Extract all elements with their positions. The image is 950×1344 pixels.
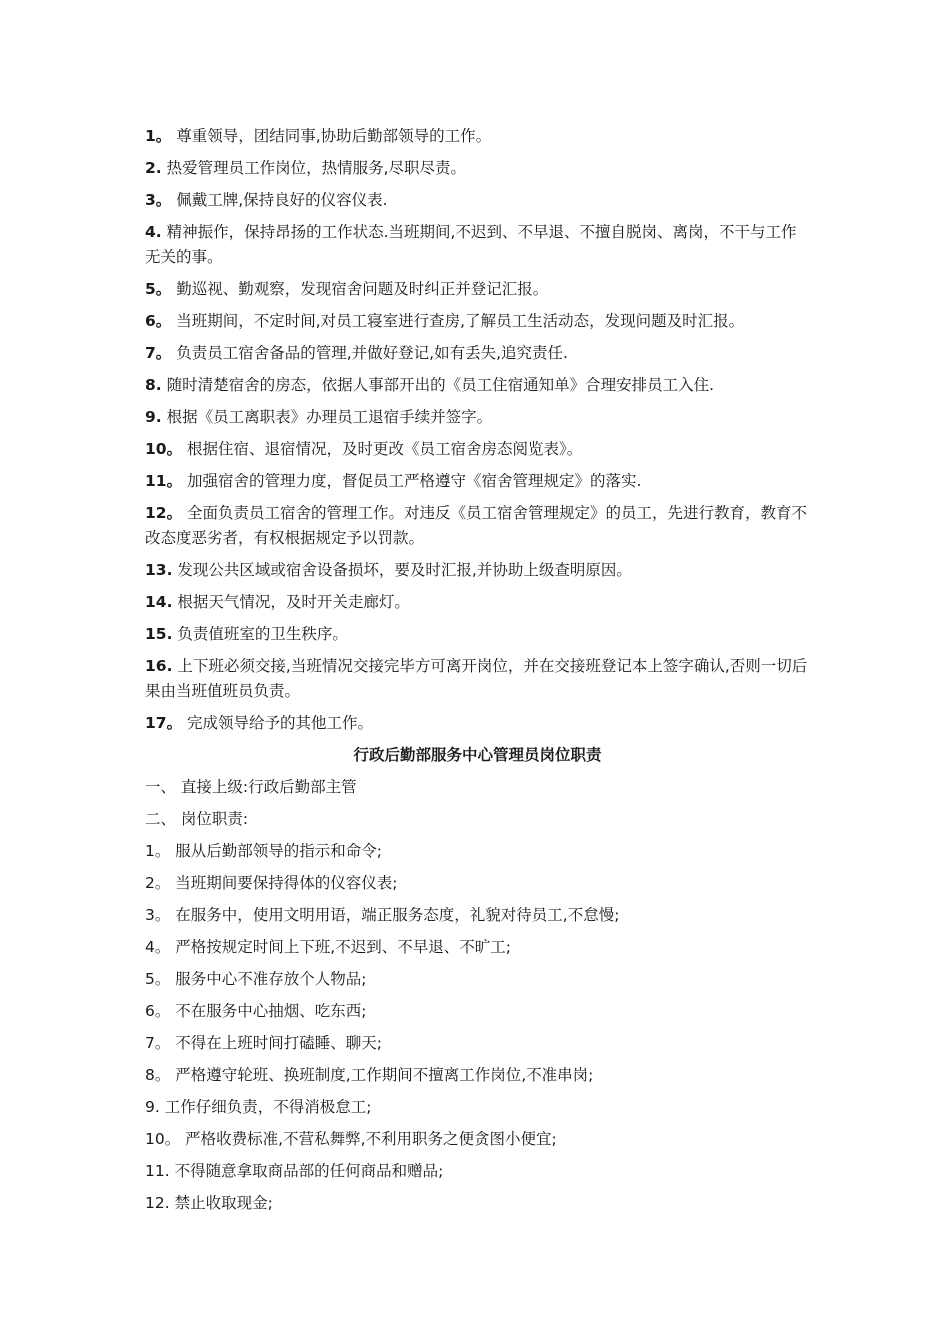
item-text: 热爱管理员工作岗位，热情服务,尽职尽责。	[161, 159, 467, 177]
item-number: 9.	[145, 1098, 160, 1116]
item-number: 8.	[145, 376, 162, 394]
item-number: 10。	[145, 1130, 181, 1148]
item-number: 17。	[145, 714, 183, 732]
list-item	[145, 1159, 810, 1184]
item-number: 6。	[145, 1002, 171, 1020]
duty-list-service-center	[145, 839, 810, 1216]
list-item	[145, 558, 810, 583]
list-item	[145, 1191, 810, 1216]
item-number: 3。	[145, 191, 172, 209]
list-item	[145, 871, 810, 896]
item-number: 1。	[145, 842, 171, 860]
item-text: 完成领导给予的其他工作。	[182, 714, 374, 732]
item-number: 14.	[145, 593, 173, 611]
list-item	[145, 501, 810, 551]
header-line: 一、 直接上级:行政后勤部主管	[145, 778, 357, 796]
item-number: 11.	[145, 1162, 170, 1180]
item-text: 不得随意拿取商品部的任何商品和赠品;	[169, 1162, 444, 1180]
item-text: 在服务中，使用文明用语，端正服务态度，礼貌对待员工,不怠慢;	[170, 906, 620, 924]
item-number: 5。	[145, 280, 172, 298]
item-text: 随时清楚宿舍的房态，依据人事部开出的《员工住宿通知单》合理安排员工入住.	[161, 376, 715, 394]
list-item	[145, 935, 810, 960]
list-item	[145, 309, 810, 334]
item-number: 3。	[145, 906, 171, 924]
item-text: 根据《员工离职表》办理员工退宿手续并签字。	[161, 408, 493, 426]
list-item	[145, 1031, 810, 1056]
item-text: 根据住宿、退宿情况，及时更改《员工宿舍房态阅览表》。	[182, 440, 583, 458]
list-item	[145, 903, 810, 928]
list-item	[145, 711, 810, 736]
item-text: 精神振作，保持昂扬的工作状态.当班期间,不迟到、不早退、不擅自脱岗、离岗，不干与工作无关的事。	[145, 223, 797, 266]
item-text: 加强宿舍的管理力度，督促员工严格遵守《宿舍管理规定》的落实.	[182, 472, 642, 490]
item-number: 6。	[145, 312, 172, 330]
section-header-lines	[145, 775, 810, 832]
list-item	[145, 967, 810, 992]
list-item	[145, 999, 810, 1024]
item-number: 11。	[145, 472, 183, 490]
item-text: 工作仔细负责，不得消极怠工;	[159, 1098, 372, 1116]
list-item	[145, 1063, 810, 1088]
item-number: 12.	[145, 1194, 170, 1212]
list-item	[145, 405, 810, 430]
item-number: 9.	[145, 408, 162, 426]
item-text: 服务中心不准存放个人物品;	[170, 970, 367, 988]
item-text: 不在服务中心抽烟、吃东西;	[170, 1002, 367, 1020]
item-number: 16.	[145, 657, 173, 675]
item-number: 7。	[145, 344, 172, 362]
list-item	[145, 622, 810, 647]
list-item	[145, 654, 810, 704]
list-item	[145, 220, 810, 270]
list-item	[145, 188, 810, 213]
header-line: 二、 岗位职责:	[145, 810, 249, 828]
item-text: 勤巡视、勤观察，发现宿舍问题及时纠正并登记汇报。	[171, 280, 549, 298]
item-number: 15.	[145, 625, 173, 643]
item-number: 4。	[145, 938, 171, 956]
item-text: 严格收费标准,不营私舞弊,不利用职务之便贪图小便宜;	[180, 1130, 557, 1148]
item-number: 13.	[145, 561, 173, 579]
item-text: 根据天气情况，及时开关走廊灯。	[172, 593, 410, 611]
item-number: 8。	[145, 1066, 171, 1084]
item-text: 当班期间，不定时间,对员工寝室进行查房,了解员工生活动态，发现问题及时汇报。	[171, 312, 745, 330]
item-text: 发现公共区域或宿舍设备损坏，要及时汇报,并协助上级查明原因。	[172, 561, 632, 579]
item-text: 当班期间要保持得体的仪容仪表;	[170, 874, 398, 892]
list-item	[145, 469, 810, 494]
item-number: 2。	[145, 874, 171, 892]
item-text: 严格遵守轮班、换班制度,工作期间不擅离工作岗位,不准串岗;	[170, 1066, 594, 1084]
list-item	[145, 341, 810, 366]
item-number: 1。	[145, 127, 172, 145]
item-number: 4.	[145, 223, 162, 241]
item-text: 禁止收取现金;	[169, 1194, 273, 1212]
item-number: 7。	[145, 1034, 171, 1052]
item-number: 12。	[145, 504, 183, 522]
item-text: 负责值班室的卫生秩序。	[172, 625, 348, 643]
list-item	[145, 437, 810, 462]
section-title: 行政后勤部服务中心管理员岗位职责	[353, 746, 602, 764]
list-item	[145, 839, 810, 864]
item-text: 不得在上班时间打磕睡、聊天;	[170, 1034, 383, 1052]
item-number: 2.	[145, 159, 162, 177]
item-text: 尊重领导，团结同事,协助后勤部领导的工作。	[171, 127, 492, 145]
list-item	[145, 124, 810, 149]
item-number: 5。	[145, 970, 171, 988]
list-item	[145, 1095, 810, 1120]
document-body	[145, 124, 810, 1223]
item-text: 佩戴工牌,保持良好的仪容仪表.	[171, 191, 388, 209]
list-item	[145, 590, 810, 615]
list-item	[145, 373, 810, 398]
item-text: 服从后勤部领导的指示和命令;	[170, 842, 383, 860]
list-item	[145, 1127, 810, 1152]
item-text: 负责员工宿舍备品的管理,并做好登记,如有丢失,追究责任.	[171, 344, 568, 362]
duty-list-dormitory	[145, 124, 810, 736]
item-text: 上下班必须交接,当班情况交接完毕方可离开岗位，并在交接班登记本上签字确认,否则一切后果由当班值班员负责。	[145, 657, 808, 700]
list-item	[145, 156, 810, 181]
item-number: 10。	[145, 440, 183, 458]
list-item	[145, 277, 810, 302]
item-text: 严格按规定时间上下班,不迟到、不早退、不旷工;	[170, 938, 511, 956]
item-text: 全面负责员工宿舍的管理工作。对违反《员工宿舍管理规定》的员工，先进行教育，教育不改态度恶劣者，有权根据规定予以罚款。	[145, 504, 808, 547]
